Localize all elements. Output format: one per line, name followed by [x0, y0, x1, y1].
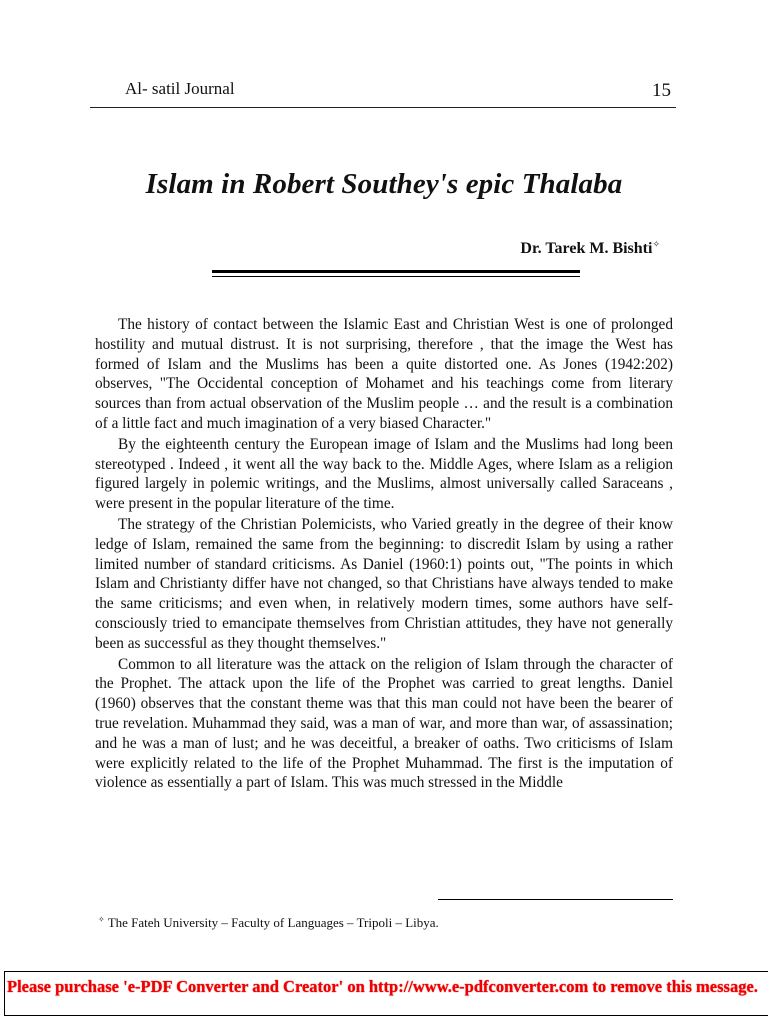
journal-name: Al- satil Journal: [125, 79, 235, 98]
author-line: [520, 239, 660, 258]
footnote-separator: [438, 899, 673, 900]
paragraph-2: By the eighteenth century the European image of Islam and the Muslims had long been stereotyped . Indeed , it went all the way back to the. Middle Ages, where Islam as a religion figured largely in polemic writings, and the Muslims, almost universally called Saraceans , were present in the popular literature of the time.: [95, 435, 673, 513]
author-footnote-mark: ✧: [652, 239, 660, 249]
author-name: Dr. Tarek M. Bishti: [520, 240, 653, 257]
article-body: [95, 315, 673, 794]
paragraph-1: The history of contact between the Islamic East and Christian West is one of prolonged hostility and mutual distrust. It is not surprising, therefore , that the image the West has formed of Islam and the Muslims has been a quite distorted one. As Jones (1942:202) observes, "The Occidental conception of Mohamet and his teachings come from literary sources than from actual observation of the Muslim people … and the result is a combination of a little fact and much imagination of a very biased Character.": [95, 316, 673, 432]
paragraph-3: The strategy of the Christian Polemicists, who Varied greatly in the degree of their know ledge of Islam, remained the same from the beginning: to discredit Islam by using a rather limited number of standard criticisms. As Daniel (1960:1) points out, "The points in which Islam and Christianty differ have not changed, so that Christians have always tended to make the same criticisms; and even when, in relatively modern times, some authors have self-consciously tried to emancipate themselves from Christian attitudes, they have not generally been as successful as they thought themselves.": [95, 515, 673, 652]
page-header: [90, 78, 676, 108]
article-title: Islam in Robert Southey's epic Thalaba: [145, 168, 623, 200]
converter-watermark-banner: [4, 971, 768, 1016]
footnote: [98, 915, 439, 931]
title-rule-thin: [212, 276, 580, 277]
paragraph-4: Common to all literature was the attack on the religion of Islam through the character of the Prophet. The attack upon the life of the Prophet was carried to great lengths. Daniel (1960) observes that the constant theme was that this man could not have been the bearer of true revelation. Muhammad they said, was a man of war, and more than war, of assassination; and he was a man of lust; and he was deceitful, a breaker of oaths. Two criticisms of Islam were explicitly related to the life of the Prophet Muhammad. The first is the imputation of violence as essentially a part of Islam. This was much stressed in the Middle: [95, 655, 673, 792]
footnote-mark: ✧: [98, 915, 105, 924]
title-rule-thick: [212, 270, 580, 273]
page-number: 15: [652, 80, 671, 101]
footnote-text: The Fateh University – Faculty of Languages – Tripoli – Libya.: [107, 915, 439, 930]
watermark-text: Please purchase 'e-PDF Converter and Creator' on http://www.e-pdfconverter.com to remove this message.: [7, 977, 758, 996]
